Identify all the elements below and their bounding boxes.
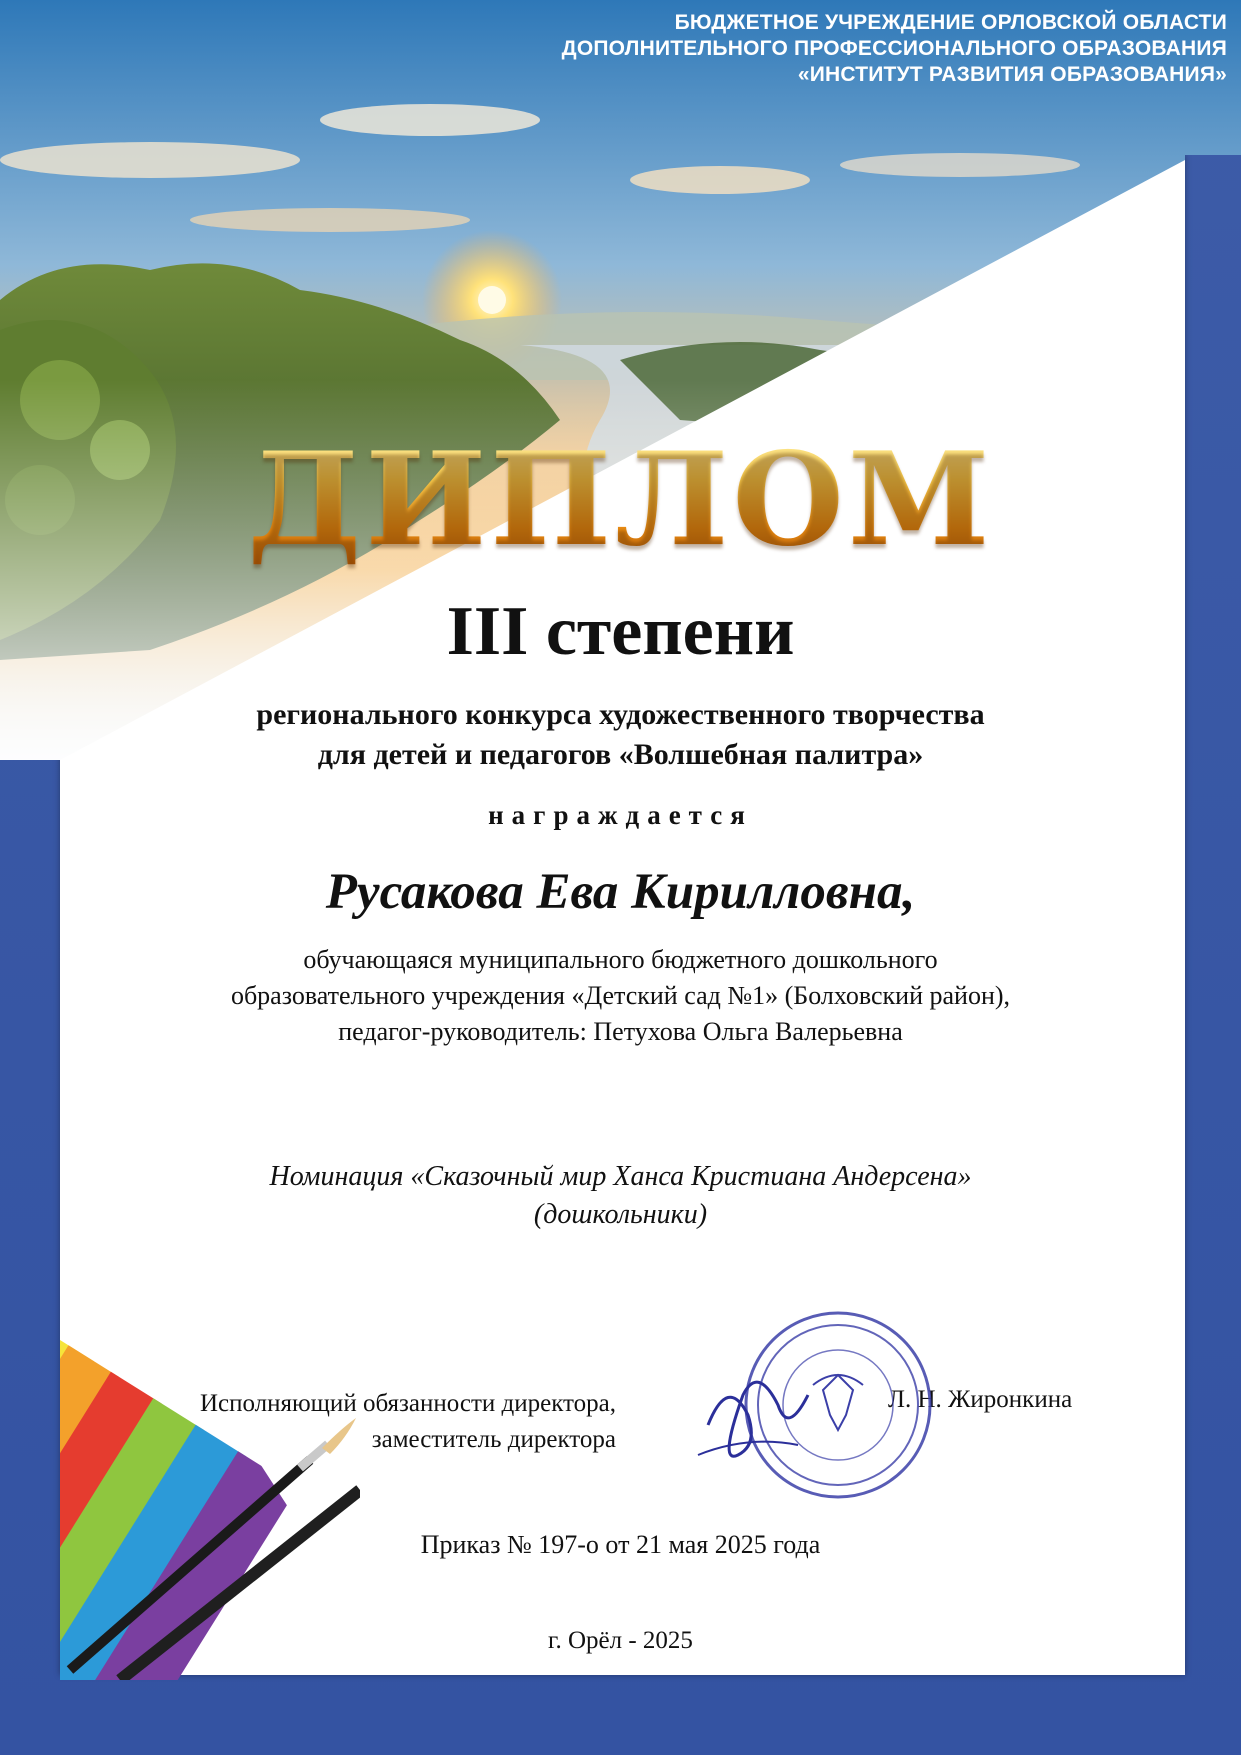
signer-name: Л. Н. Жиронкина — [888, 1386, 1073, 1413]
diploma-degree: III степени — [446, 593, 795, 670]
contest-name — [0, 695, 1241, 775]
nomination-line-1: Номинация «Сказочный мир Ханса Кристиана Андерсена» — [269, 1161, 972, 1192]
description-line-2: образовательного учреждения «Детский сад №1» (Болховский район), — [230, 981, 1011, 1010]
signer-role — [200, 1386, 616, 1458]
order-reference: Приказ № 197-о от 21 мая 2025 года — [420, 1530, 821, 1559]
contest-line-1: регионального конкурса художественного творчества — [256, 698, 985, 731]
nomination — [0, 1158, 1241, 1234]
city-year: г. Орёл - 2025 — [548, 1627, 693, 1654]
contest-line-2: для детей и педагогов «Волшебная палитра» — [317, 738, 924, 771]
organization-header — [562, 10, 1227, 88]
official-seal — [688, 1305, 938, 1505]
description-line-3: педагог-руководитель: Петухова Ольга Валерьевна — [338, 1017, 903, 1046]
nomination-line-2: (дошкольники) — [533, 1199, 708, 1230]
diploma-title: ДИПЛОМ — [0, 430, 1241, 570]
description-line-1: обучающаяся муниципального бюджетного дошкольного — [303, 945, 938, 974]
recipient-description — [0, 942, 1241, 1050]
org-line-2: ДОПОЛНИТЕЛЬНОГО ПРОФЕССИОНАЛЬНОГО ОБРАЗОВАНИЯ — [561, 37, 1227, 60]
role-line-2: заместитель директора — [371, 1426, 616, 1453]
recipient-name: Русакова Ева Кирилловна, — [325, 864, 916, 920]
org-line-3: «ИНСТИТУТ РАЗВИТИЯ ОБРАЗОВАНИЯ» — [797, 63, 1227, 86]
role-line-1: Исполняющий обязанности директора, — [199, 1390, 616, 1417]
awarded-label: награждается — [488, 800, 753, 830]
org-line-1: БЮДЖЕТНОЕ УЧРЕЖДЕНИЕ ОРЛОВСКОЙ ОБЛАСТИ — [674, 11, 1227, 34]
